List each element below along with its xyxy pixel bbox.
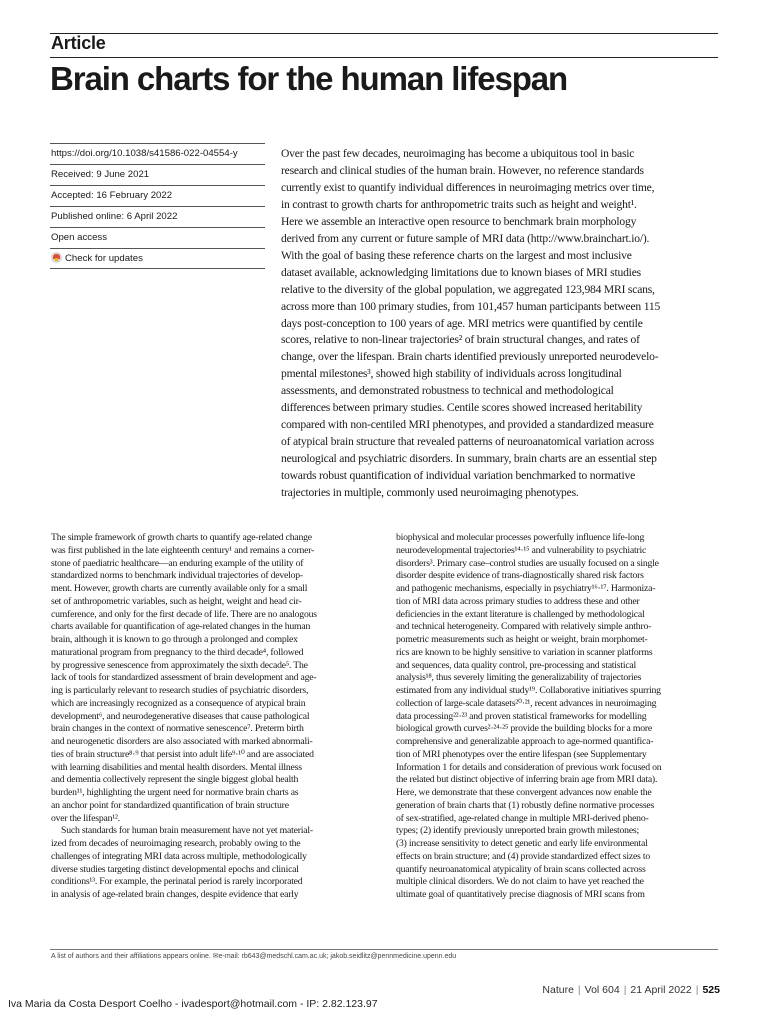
- body-line: (3) increase sensitivity to detect genetic and early life environmental: [396, 838, 648, 849]
- body-line: charts available for quantification of age-related changes in the human: [51, 621, 311, 633]
- body-line: and technical heterogeneity. Compared with relatively simple anthro-: [396, 621, 652, 633]
- body-line: in analysis of age-related brain changes, despite evidence that early: [51, 889, 299, 900]
- section-label: Article: [51, 33, 106, 53]
- check-for-updates-icon: [51, 252, 62, 263]
- author-footnote: A list of authors and their affiliations appears online. ✉e-mail: rb643@medschl.cam.ac.uk; jakob.seidlitz@pennmedicine.upenn.edu: [51, 953, 457, 960]
- body-line: development⁶, and neurodegenerative diseases that cause pathological: [51, 710, 310, 722]
- download-watermark: Iva Maria da Costa Desport Coelho - ivadesport@hotmail.com - IP: 2.82.123.97: [8, 998, 378, 1010]
- body-line: ties of brain structure⁸·⁹ that persist into adult life⁹·¹⁰ and are associated: [51, 748, 314, 760]
- abstract-line: of atypical brain structure that revealed patterns of neuroanatomical variation across: [281, 435, 654, 449]
- body-line: challenges of integrating MRI data across multiple, methodologically: [51, 850, 307, 862]
- abstract-line: in contrast to growth charts for anthropometric traits such as height and weight¹.: [281, 197, 637, 211]
- body-line: rics are known to be highly sensitive to variation in scanner platforms: [396, 646, 653, 658]
- body-line: tion of MRI data across primary studies to address these and other: [396, 595, 640, 607]
- body-line: standardized norms to benchmark individual trajectories of develop-: [51, 570, 303, 582]
- abstract-line: With the goal of basing these reference charts on the largest and most inclusive: [281, 248, 632, 262]
- check-updates-link[interactable]: [50, 248, 265, 269]
- body-line: pometric measurements such as height or weight, brain morphomet-: [396, 634, 648, 645]
- body-column-left: [51, 532, 386, 902]
- body-line: disorders³. Primary case–control studies are usually focused on a single: [396, 557, 659, 569]
- body-line: deficiencies in the extant literature is challenged by methodological: [396, 608, 645, 620]
- abstract-line: currently exist to quantify individual differences in neuroimaging metrics over time,: [281, 180, 655, 194]
- footnote-rule: [50, 949, 718, 950]
- page-info: Nature | Vol 604 | 21 April 2022 | 525: [542, 984, 720, 996]
- body-line: and sequences, data quality control, pre-processing and statistical: [396, 659, 637, 671]
- abstract-line: neurological and psychiatric disorders. In summary, brain charts are an essential step: [281, 452, 657, 466]
- body-line: multiple clinical disorders. We do not claim to have yet reached the: [396, 876, 644, 888]
- body-line: comprehensive and generalizable approach to age-normed quantifica-: [396, 736, 654, 747]
- body-line: and neurogenetic disorders are also associated with marked abnormali-: [51, 736, 313, 747]
- doi-link[interactable]: https://doi.org/10.1038/s41586-022-04554-y: [50, 143, 265, 164]
- top-rule: [50, 33, 718, 34]
- body-line: biophysical and molecular processes powerfully influence life-long: [396, 532, 645, 543]
- body-line: Such standards for human brain measurement have not yet material-: [61, 825, 313, 837]
- body-line: which are increasingly recognized as a consequence of atypical brain: [51, 697, 306, 709]
- abstract-line: derived from any current or future sample of MRI data (http://www.brainchart.io/).: [281, 231, 650, 245]
- journal-volume: Vol 604: [584, 984, 620, 996]
- abstract-line: assessments, and demonstrated robustness to technical and methodological: [281, 384, 614, 398]
- body-line: disorder despite evidence of trans-diagnostically shared risk factors: [396, 570, 644, 582]
- body-line: of sex-stratified, age-related change in multiple MRI-derived pheno-: [396, 812, 649, 824]
- body-line: over the lifespan¹².: [51, 812, 120, 824]
- body-line: quantify neuroanatomical atypicality of brain scans collected across: [396, 863, 646, 875]
- body-line: brain changes in the context of normative senescence⁷. Preterm birth: [51, 723, 304, 735]
- abstract-line: towards robust quantification of individual variation benchmarked to normative: [281, 469, 636, 483]
- body-line: an anchor point for standardized quantification of brain structure: [51, 799, 289, 811]
- body-line: burden¹¹, highlighting the urgent need for normative brain charts as: [51, 787, 299, 798]
- article-meta: [50, 143, 265, 269]
- body-line: The simple framework of growth charts to quantify age-related change: [51, 532, 312, 543]
- page-number: 525: [702, 984, 720, 996]
- accepted-date: Accepted: 16 February 2022: [50, 185, 265, 206]
- body-line: biological growth curves²·²⁴·²⁵ provide the building blocks for a more: [396, 723, 653, 735]
- body-line: the related but distinct objective of inferring brain age from MRI data).: [396, 774, 658, 786]
- abstract-line: trajectories in multiple, commonly used neuroimaging phenotypes.: [281, 486, 579, 500]
- body-line: brain, although it is known to go through a prolonged and complex: [51, 634, 298, 645]
- body-line: conditions¹³. For example, the perinatal period is rarely incorporated: [51, 876, 303, 888]
- abstract-line: days post-conception to 100 years of age. MRI metrics were quantified by centile: [281, 316, 643, 330]
- body-line: by progressive senescence from approximately the sixth decade⁵. The: [51, 659, 308, 671]
- article-title: Brain charts for the human lifespan: [50, 60, 568, 97]
- body-line: stone of paediatric healthcare—an enduring example of the utility of: [51, 557, 304, 569]
- body-line: lack of tools for standardized assessment of brain development and age-: [51, 672, 317, 684]
- open-access-label: Open access: [50, 227, 265, 248]
- body-line: ment. However, growth charts are currently available only for a small: [51, 583, 308, 594]
- body-line: diverse studies targeting distinct developmental epochs and clinical: [51, 863, 299, 875]
- body-line: cumference, and only for the first decade of life. There are no analogous: [51, 608, 317, 620]
- body-line: and dementia collectively represent the single biggest global health: [51, 774, 299, 786]
- issue-date: 21 April 2022: [630, 984, 692, 996]
- body-line: types; (2) identify previously unreported brain growth milestones;: [396, 825, 639, 837]
- abstract-line: Here we assemble an interactive open resource to benchmark brain morphology: [281, 214, 637, 228]
- body-line: maturational program from pregnancy to the third decade⁴, followed: [51, 646, 304, 658]
- body-line: ized from decades of neuroimaging research, probably owing to the: [51, 838, 301, 849]
- abstract-line: relative to the diversity of the global population, we aggregated 123,984 MRI scans,: [281, 282, 655, 296]
- body-line: analysis¹⁸, thus severely limiting the generalizability of trajectories: [396, 672, 642, 684]
- abstract-line: scores, relative to non-linear trajectories² of brain structural changes, and rates of: [281, 333, 640, 347]
- received-date: Received: 9 June 2021: [50, 164, 265, 185]
- body-line: neurodevelopmental trajectories¹⁴·¹⁵ and vulnerability to psychiatric: [396, 544, 647, 556]
- check-updates-label: Check for updates: [65, 253, 143, 264]
- body-line: Information 1 for details and consideration of previous work focused on: [396, 761, 662, 773]
- body-line: effects on brain structure; and (4) provide standardized effect sizes to: [396, 850, 650, 862]
- body-line: was first published in the late eighteenth century¹ and remains a corner-: [51, 544, 315, 556]
- abstract-line: dataset available, acknowledging limitations due to known biases of MRI studies: [281, 265, 641, 279]
- body-line: generation of brain charts that (1) robustly define normative processes: [396, 799, 655, 811]
- body-line: and pathogenic mechanisms, especially in psychiatry¹⁶·¹⁷. Harmoniza-: [396, 583, 656, 594]
- body-column-right: [396, 532, 731, 902]
- abstract-line: differences between primary studies. Centile scores showed increased heritability: [281, 401, 643, 415]
- abstract-line: pmental milestones³, showed high stability of individuals across longitudinal: [281, 367, 622, 381]
- body-line: data processing²²·²³ and proven statistical frameworks for modelling: [396, 710, 647, 722]
- abstract-line: compared with non-centiled MRI phenotypes, and provided a standardized measure: [281, 418, 654, 432]
- body-line: estimated from any individual study¹⁹. Collaborative initiatives spurring: [396, 685, 661, 696]
- abstract-line: change, over the lifespan. Brain charts identified previously unreported neurodevelo-: [281, 350, 659, 364]
- body-line: with learning disabilities and mental health disorders. Mental illness: [51, 761, 302, 773]
- abstract: [281, 146, 726, 502]
- body-line: set of anthropometric variables, such as height, weight and head cir-: [51, 595, 302, 607]
- abstract-line: research and clinical studies of the human brain. However, no reference standards: [281, 163, 644, 177]
- abstract-line: Over the past few decades, neuroimaging has become a ubiquitous tool in basic: [281, 147, 635, 160]
- body-line: tion of MRI phenotypes over the entire lifespan (see Supplementary: [396, 748, 647, 760]
- body-line: Here, we demonstrate that these convergent advances now enable the: [396, 787, 652, 798]
- body-line: ultimate goal of quantitatively precise diagnosis of MRI scans from: [396, 889, 645, 900]
- body-line: collection of large-scale datasets²⁰·²¹, recent advances in neuroimaging: [396, 697, 657, 709]
- published-date: Published online: 6 April 2022: [50, 206, 265, 227]
- body-line: ing is particularly relevant to research studies of psychiatric disorders,: [51, 685, 309, 696]
- journal-name: Nature: [542, 984, 574, 996]
- abstract-line: across more than 100 primary studies, from 101,457 human participants between 115: [281, 299, 661, 313]
